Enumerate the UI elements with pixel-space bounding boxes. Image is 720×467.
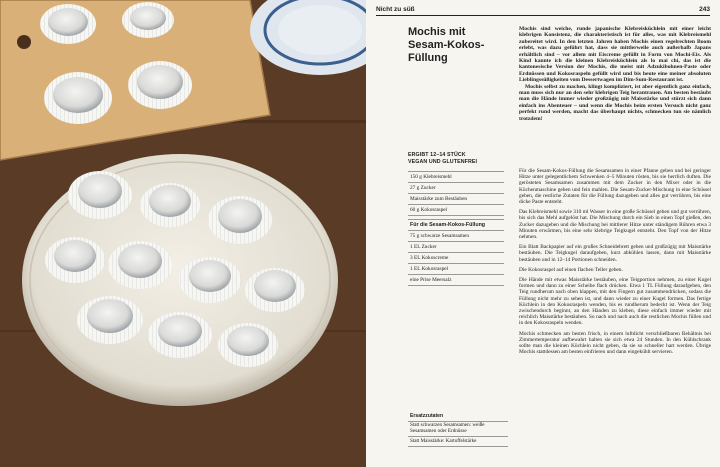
ingredient-item: eine Prise Meersalz xyxy=(408,275,504,286)
ingredient-item: 27 g Zucker xyxy=(408,183,504,194)
method-step: Ein Blatt Backpapier auf ein großes Schneidebrett geben und großzügig mit Maisstärke bestäuben. Die Teigkugel daraufgeben, kurz abkühlen lassen, dann mit Maisstärke bestäuben und in 12–14 Portionen schneiden. xyxy=(519,244,711,263)
method-step: Das Klebreismehl sowie 310 ml Wasser in eine große Schüssel geben und gut verrühren, bis sich das Mehl aufgelöst hat. Die Mischung durch ein Sieb in einen Topf gießen, den Zucker dazugeben und die Mischung bei mittlerer Hitze unter ständigem Rühren etwa 3 Minuten erwärmen, bis eine sehr klebrige Teigkugel entsteht. Den Topf von der Hitze nehmen. xyxy=(519,209,711,241)
ingredient-item: Maisstärke zum Bestäuben xyxy=(408,194,504,205)
recipe-page xyxy=(366,0,720,467)
ingredient-item: 1 EL Kokosraspel xyxy=(408,264,504,275)
intro-paragraph: Mochis selbst zu machen, klingt kompliziert, ist aber eigentlich ganz einfach, man muss sich nur an den sehr klebrigen Teig herantrauen. Am besten bestäubt man die Hände immer wieder großzügig mit Maisstärke und stürzt sich dann einfach ins Abenteuer – und wenn die Mochis beim ersten Versuch nicht ganz perfekt rund werden, macht das überhaupt nichts, schmecken tun sie nämlich trotzdem! xyxy=(519,83,711,122)
filling-heading: Für die Sesam-Kokos-Füllung xyxy=(408,219,504,231)
yield-info xyxy=(408,152,518,166)
substitute-item: Statt schwarzen Sesamsamen: weiße Sesamsamen oder Erdnüsse xyxy=(408,422,508,438)
ingredient-item: 1 EL Zucker xyxy=(408,242,504,253)
diet-info: VEGAN UND GLUTENFREI xyxy=(408,159,478,165)
method-text xyxy=(519,168,711,359)
substitute-item: Statt Maisstärke: Kartoffelstärke xyxy=(408,437,508,447)
method-step: Für die Sesam-Kokos-Füllung die Sesamsamen in einer Pfanne geben und bei geringer Hitze unter gelegentlichem Schwenken 4–5 Minuten rösten, bis sie herrlich duften. Die gerösteten Sesamsamen zusammen mit dem Zucker in den Mixer oder in die Küchenmaschine geben und fein mahlen. Die Sesam-Zucker-Mischung in eine Schüssel geben, die restliche Zutaten für die Füllung dazugeben und alles gut verrühren, bis eine dicke Paste entsteht. xyxy=(519,168,711,206)
page-number: 243 xyxy=(699,5,710,13)
header-rule xyxy=(376,15,710,16)
method-step: Die Kokosraspel auf einen flachen Teller geben. xyxy=(519,266,623,273)
intro-text xyxy=(519,26,711,122)
ingredient-item: 75 g schwarze Sesamsamen xyxy=(408,231,504,242)
substitutes-box xyxy=(408,412,508,447)
ingredient-list xyxy=(408,171,504,286)
running-header xyxy=(376,4,710,14)
section-title: Nicht zu süß xyxy=(376,5,415,13)
substitutes-heading: Ersatzzutaten xyxy=(408,412,508,422)
recipe-title: Mochis mit Sesam-Kokos-Füllung xyxy=(408,26,485,64)
method-step: Die Hände mit etwas Maisstärke bestäuben, eine Teigportion nehmen, zu einer Kugel formen und dann zu einer Scheibe flach drücken. Etwa 1 TL Füllung daraufgeben, den Teig rundherum nach oben klappen, mit den Fingern gut zusammendrücken, sodass die Füllung nicht mehr zu sehen ist, und dann wieder zu einer Kugel formen. Das fertige Küchlein in den Kokosraspeln wenden, bis es rundherum bedeckt ist. Wenn der Teig zwischendurch beginnt, an den Händen zu kleben, diese einfach immer wieder mit reichlich Maisstärke bestäuben. So nach und nach auch die restlichen Mochis füllen und in den Kokosraspeln wenden. xyxy=(519,277,711,327)
method-step: Mochis schmecken am besten frisch, in einem luftdicht verschließbaren Behältnis bei Zimmertemperatur aufbewahrt halten sie sich etwa 24 Stunden. In den Kühlschrank sollte man die kleinen Küchlein nicht geben, da sie so schneller hart werden. Übrige Mochis stattdessen am besten einfrieren und dann eingekühlt servieren. xyxy=(519,330,711,356)
ingredient-item: 60 g Kokosraspel xyxy=(408,205,504,216)
yield-count: ERGIBT 12–14 STÜCK xyxy=(408,152,466,158)
ingredient-item: 3 EL Kokoscreme xyxy=(408,253,504,264)
intro-paragraph: Mochis sind weiche, runde japanische Klebreisküchlein mit einer leicht klebrigen Konsistenz, die charakteristisch ist für alles, was mit Klebreismehl zubereitet wird. In den letzten Jahren haben Mochis einen regelrechten Boom erlebt, was dazu geführt hat, dass sie mittlerweile auch außerhalb Japans erhältlich sind – vor allem mit Eiscreme gefüllt in Form von Mochi-Eis. Als Kind kannte ich die kleinen Klebreisküchlein als lo mai chi, das ist die kantonesische Version der Mochis, die meist mit Adzukibohnen-Paste oder Erdnüssen und Kokosraspeln gefüllt wird und bis heute eine meiner absoluten Lieblingssüßigkeiten vom Dessertwagen im Dim-Sum-Restaurant ist. xyxy=(519,26,711,84)
ingredient-item: 150 g Klebreismehl xyxy=(408,171,504,183)
